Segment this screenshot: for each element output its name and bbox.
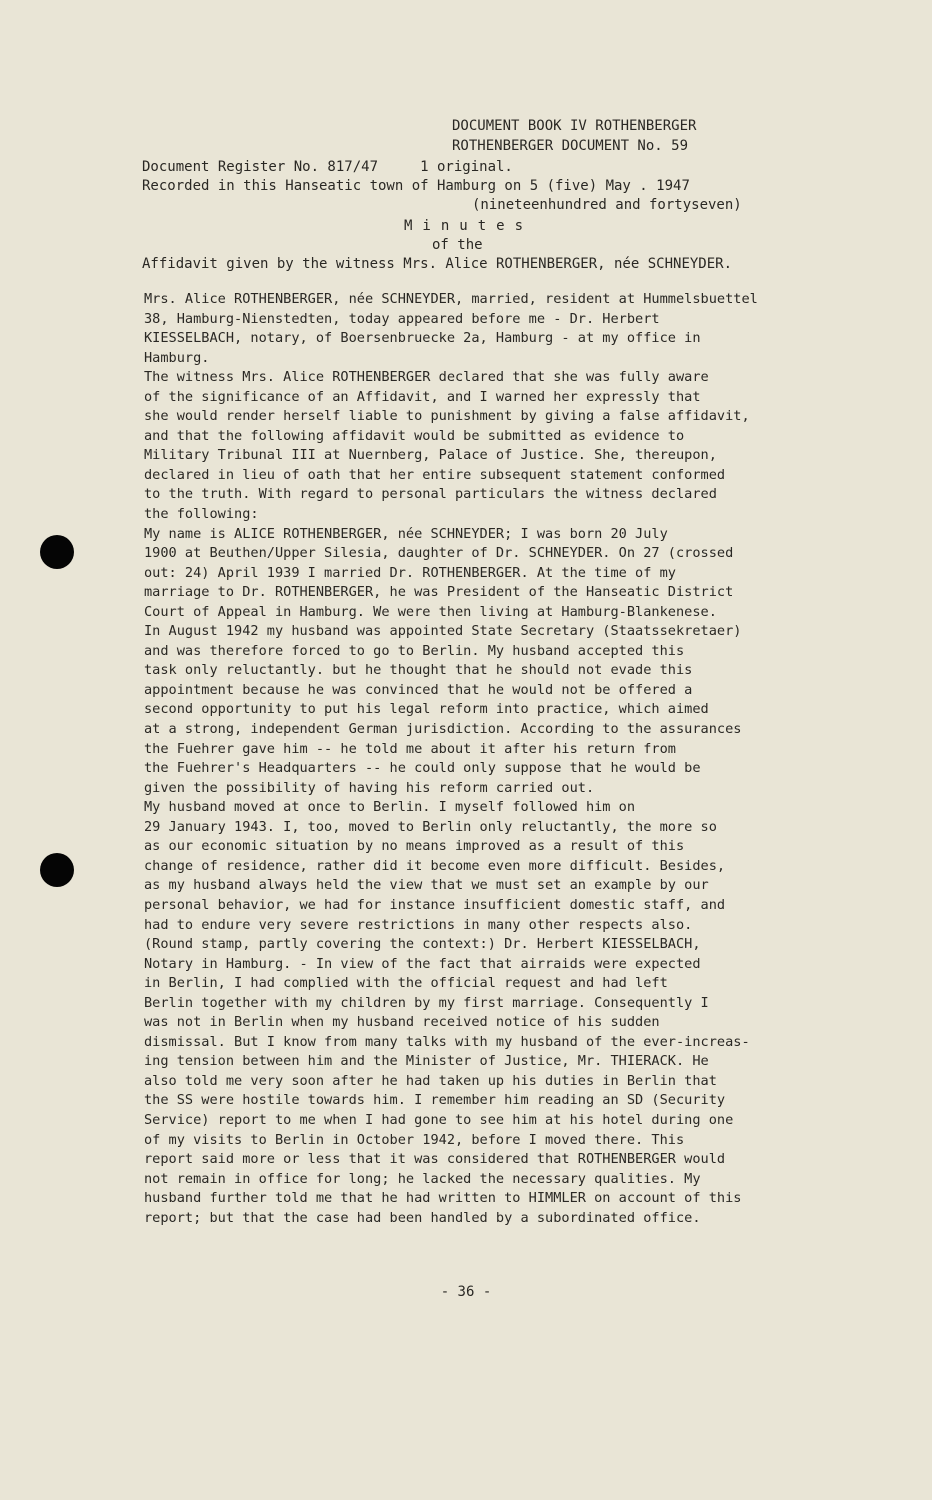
personal-particulars-paragraph: My name is ALICE ROTHENBERGER, née SCHNEYDER; I was born 20 July 1900 at Beuthen/Upper Silesia, daughter of Dr. SCHNEYDER. On 27 (crossed out: 24) April 1939 I married Dr. ROTHENBERGER. At the time of my marriage to Dr. ROTHENBERGER, he was President of the Hanseatic District Court of Appeal in Hamburg. We were then living at Hamburg-Blankenese. In August 1942 my husband was appointed State Secretary (Staatssekretaer) and was therefore forced to go to Berlin. My husband accepted this task only reluctantly. but he thought that he should not evade this appointment because he was convinced that he would not be offered a second opportunity to put his legal reform into practice, which aimed at a strong, independent German jurisdiction. According to the assurances the Fuehrer gave him -- he told me about it after his return from the Fuehrer's Headquarters -- he could only suppose that he would be given the possibility of having his reform carried out. — [144, 525, 742, 796]
recorded-line: Recorded in this Hanseatic town of Hamburg on 5 (five) May . 1947 — [142, 178, 690, 194]
affidavit-body — [144, 290, 868, 1228]
year-in-words: (nineteenhundred and fortyseven) — [472, 197, 742, 213]
affidavit-heading: Affidavit given by the witness Mrs. Alice ROTHENBERGER, née SCHNEYDER. — [142, 256, 733, 272]
punch-hole — [40, 535, 74, 569]
appearance-paragraph: Mrs. Alice ROTHENBERGER, née SCHNEYDER, married, resident at Hummelsbuettel 38, Hamburg-Nienstedten, today appeared before me - Dr. Herbert KIESSELBACH, notary, of Boersenbruecke 2a, Hamburg - at my office in Hamburg. — [144, 291, 758, 366]
berlin-move-paragraph: My husband moved at once to Berlin. I myself followed him on 29 January 1943. I, too, moved to Berlin only reluctantly, the more so as our economic situation by no means improved as a result of this change of residence, rather did it become even more difficult. Besides, as my husband always held the view that we must set an example by our personal behavior, we had for instance insufficient domestic staff, and had to endure very severe restrictions in many other respects also. (Round stamp, partly covering the context:) Dr. Herbert KIESSELBACH, Notary in Hamburg. - In view of the fact that airraids were expected in Berlin, I had complied with the official request and had left Berlin together with my children by my first marriage. Consequently I was not in Berlin when my husband received notice of his sudden dismissal. But I know from many talks with my husband of the ever-increas- ing tension between him and the Minister of Justice, Mr. THIERACK. He also told me very soon after he had taken up his duties in Berlin that the SS were hostile towards him. I remember him reading an SD (Security Service) report to me when I had gone to see him at his hotel during one of my visits to Berlin in October 1942, before I moved there. This report said more or less that it was considered that ROTHENBERGER would not remain in office for long; he lacked the necessary qualities. My husband further told me that he had written to HIMMLER on account of this report; but that the case had been handled by a subordinated office. — [144, 799, 750, 1226]
minutes-title: Minutes — [404, 218, 534, 234]
oath-paragraph: The witness Mrs. Alice ROTHENBERGER declared that she was fully aware of the significance of an Affidavit, and I warned her expressly that she would render herself liable to punishment by giving a false affidavit, and that the following affidavit would be submitted as evidence to Military Tribunal III at Nuernberg, Palace of Justice. She, thereupon, declared in lieu of oath that her entire subsequent statement conformed to the truth. With regard to personal particulars the witness declared the following: — [144, 369, 750, 523]
page-number: - 36 - — [440, 1284, 492, 1300]
punch-hole — [40, 853, 74, 887]
register-block — [142, 158, 862, 215]
register-number: Document Register No. 817/47 1 original. — [142, 159, 513, 175]
document-number-line: ROTHENBERGER DOCUMENT No. 59 — [452, 138, 689, 154]
document-book-line: DOCUMENT BOOK IV ROTHENBERGER — [452, 118, 697, 134]
document-header — [452, 116, 696, 156]
of-the-line: of the — [432, 237, 483, 253]
